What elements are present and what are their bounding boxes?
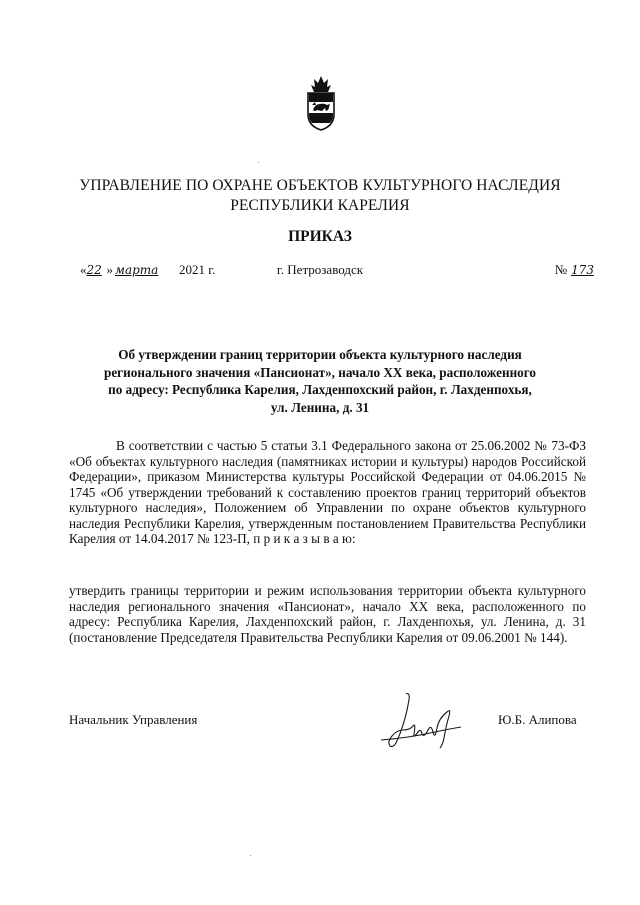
scan-speck (258, 162, 259, 163)
order-subject: Об утверждении границ территории объекта культурного наследия регионального значения «Пансионат», начало XX века, расположенного по адресу: Республика Карелия, Лахденпохский район, г. Лахденпохья, ул. Ленина, д. 31 (103, 347, 537, 415)
preamble-paragraph: В соответствии с частью 5 статьи 3.1 Федерального закона от 25.06.2002 № 73-ФЗ «Об объектах культурного наследия (памятниках истории и культуры) народов Российской Федерации», приказом Министерства культуры Российской Федерации от 04.06.2015 № 1745 «Об утверждении требований к составлению проектов границ территорий объектов культурного наследия», Положением об Управлении по охране объектов культурного наследия Республики Карелия, утвержденным постановлением Правительства Республики Карелия от 14.04.2017 № 123-П, п р и к а з ы в а ю: (69, 438, 586, 546)
scan-speck (250, 855, 251, 856)
date-month: марта (115, 263, 159, 277)
number-value: 173 (571, 263, 594, 277)
date-close-quote: » (106, 262, 113, 277)
date-year: 2021 г. (179, 262, 216, 277)
organization-title: УПРАВЛЕНИЕ ПО ОХРАНЕ ОБЪЕКТОВ КУЛЬТУРНОГО НАСЛЕДИЯ РЕСПУБЛИКИ КАРЕЛИЯ (79, 177, 561, 214)
date-day: 22 (86, 263, 102, 277)
order-city: г. Петрозаводск (276, 262, 364, 277)
signatory-title: Начальник Управления (69, 712, 198, 727)
date-open-quote: « (80, 262, 87, 277)
handwritten-signature-icon (363, 688, 467, 752)
coat-of-arms-icon (303, 74, 339, 132)
number-prefix: № (554, 262, 568, 277)
order-number (555, 262, 594, 278)
resolution-paragraph: утвердить границы территории и режим использования территории объекта культурного наследия регионального значения «Пансионат», начало XX века, расположенного по адресу: Республика Карелия, Лахденпохский район, г. Лахденпохья, ул. Ленина, д. 31 (постановление Председателя Правительства Республики Карелия от 09.06.2001 № 144). (69, 583, 586, 645)
document-type: ПРИКАЗ (288, 228, 352, 245)
signatory-name: Ю.Б. Алипова (498, 712, 577, 727)
